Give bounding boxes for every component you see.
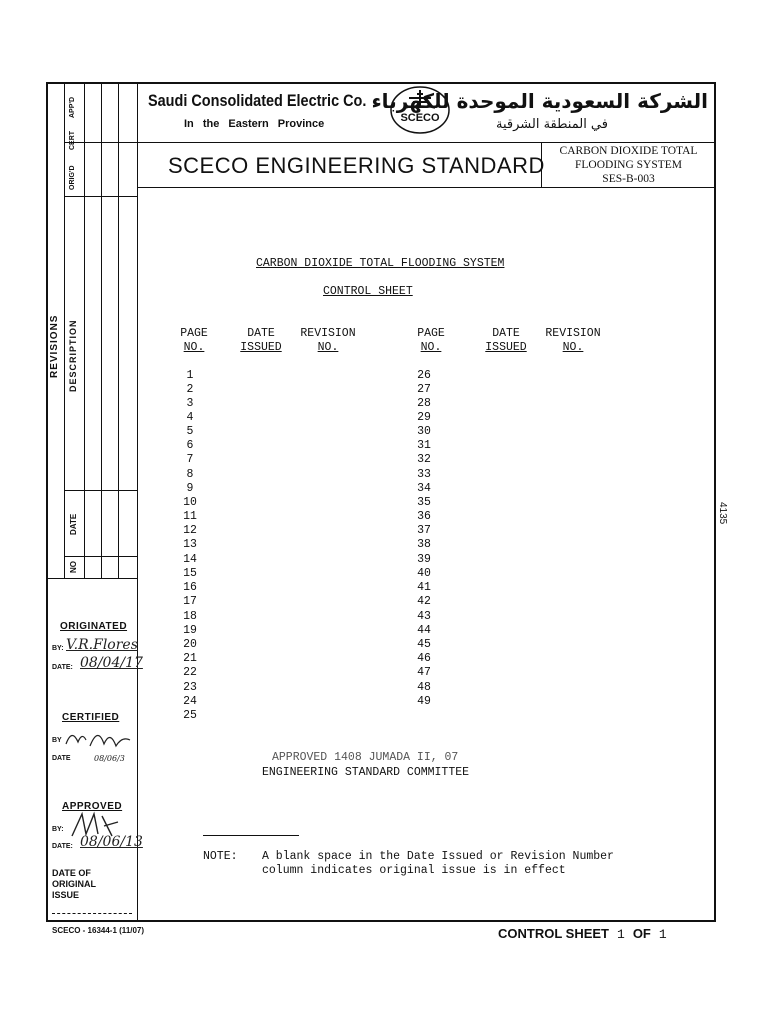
- standard-reference-box: [541, 144, 716, 186]
- revision-col-header-origd: ORIG'D: [69, 165, 76, 190]
- page-number: 3: [186, 397, 194, 410]
- rev-row-divider: [64, 490, 137, 491]
- page-number: 15: [183, 567, 197, 580]
- originated-date-value: 08/04/17: [80, 655, 143, 671]
- approved-label: APPROVED: [62, 801, 123, 812]
- originated-by-signature: V.R.Flores: [66, 637, 138, 653]
- col-revision-no-left: REVISION NO.: [300, 327, 356, 354]
- page-number: 26: [417, 369, 431, 382]
- document-frame: [46, 82, 716, 922]
- page-number: 34: [417, 482, 431, 495]
- standard-title: SCECO ENGINEERING STANDARD: [168, 153, 545, 178]
- originated-label: ORIGINATED: [60, 621, 128, 632]
- page-number: 24: [183, 695, 197, 708]
- document-subtitle: CONTROL SHEET: [323, 285, 413, 298]
- page-number: 19: [183, 624, 197, 637]
- page-number: 22: [183, 666, 197, 679]
- ref-line-3: SES-B-003: [602, 173, 655, 185]
- note-line-2: column indicates original issue is in effect: [262, 864, 566, 877]
- page-number: 12: [183, 524, 197, 537]
- original-issue-dashed-line: [52, 913, 132, 914]
- page-number: 27: [417, 383, 431, 396]
- province-ar: في المنطقة الشرقية: [496, 117, 608, 132]
- company-name-ar: الشركة السعودية الموحدة للكهرباء: [371, 89, 708, 113]
- page-number: 7: [186, 453, 194, 466]
- revision-col-header-cert: CERT: [69, 130, 76, 150]
- page-number: 9: [186, 482, 194, 495]
- margin-mark: 4135: [717, 502, 728, 525]
- page-number: 30: [417, 425, 431, 438]
- page-number: 2: [186, 383, 194, 396]
- sheet-total: 1: [658, 927, 667, 942]
- revisions-label: REVISIONS: [49, 314, 60, 378]
- document-title: CARBON DIOXIDE TOTAL FLOODING SYSTEM: [256, 257, 505, 270]
- certified-date-label: DATE: [52, 755, 71, 762]
- page-number: 43: [417, 610, 431, 623]
- page-number: 33: [417, 468, 431, 481]
- page-number: 45: [417, 638, 431, 651]
- certified-by-label: BY: [52, 737, 62, 744]
- signature-icon: [64, 726, 136, 752]
- date-of-original-issue-label: DATE OF ORIGINAL ISSUE: [52, 868, 96, 900]
- page-number: 8: [186, 468, 194, 481]
- approved-date-value: 08/06/13: [80, 834, 143, 850]
- page-number: 6: [186, 439, 194, 452]
- description-label: DESCRIPTION: [68, 319, 78, 392]
- company-name-en: Saudi Consolidated Electric Co.: [148, 91, 367, 110]
- page-number: 44: [417, 624, 431, 637]
- sheet-number: 1: [617, 927, 625, 942]
- sheet-label: CONTROL SHEET: [498, 926, 609, 941]
- page-number: 10: [183, 496, 197, 509]
- certified-label: CERTIFIED: [62, 712, 120, 723]
- rev-panel-bottom: [46, 578, 137, 579]
- header-bottom: [137, 187, 716, 188]
- col-revision-no-right: REVISION NO.: [545, 327, 601, 354]
- page-number: 11: [183, 510, 197, 523]
- page-number: 20: [183, 638, 197, 651]
- certified-date-value: 08/06/3: [94, 754, 125, 763]
- ref-line-1: CARBON DIOXIDE TOTAL: [559, 145, 698, 157]
- page-number: 40: [417, 567, 431, 580]
- note-rule: [203, 835, 299, 836]
- page-number: 5: [186, 425, 194, 438]
- page-number: 16: [183, 581, 197, 594]
- note-line-1: A blank space in the Date Issued or Revision Number: [262, 850, 614, 863]
- col-page-no-right: PAGE NO.: [417, 327, 445, 354]
- page-number: 25: [183, 709, 197, 722]
- page-number: 38: [417, 538, 431, 551]
- approved-date-label: DATE:: [52, 843, 73, 850]
- rev-row-divider: [64, 196, 137, 197]
- page-number: 49: [417, 695, 431, 708]
- header-divider: [137, 142, 716, 143]
- of-label: OF: [632, 926, 651, 941]
- rev-col-divider: [101, 82, 102, 579]
- page-number: 13: [183, 538, 197, 551]
- page-number: 36: [417, 510, 431, 523]
- rev-col-divider: [84, 82, 85, 579]
- originated-by-label: BY:: [52, 645, 64, 652]
- rev-col-divider: [64, 82, 65, 579]
- page-number: 39: [417, 553, 431, 566]
- revision-col-header-appd: APP'D: [69, 96, 76, 118]
- page-number: 46: [417, 652, 431, 665]
- page-number: 35: [417, 496, 431, 509]
- logo-text: SCECO: [400, 112, 440, 124]
- col-date-issued-right: DATE ISSUED: [485, 327, 527, 354]
- page-number: 37: [417, 524, 431, 537]
- certified-signature: [64, 726, 136, 757]
- page-number: 17: [183, 595, 197, 608]
- no-label: NO: [69, 561, 78, 573]
- col-page-no-left: PAGE NO.: [180, 327, 208, 354]
- page-number: 31: [417, 439, 431, 452]
- left-panel-divider: [137, 82, 138, 922]
- province-en: In the Eastern Province: [184, 118, 325, 130]
- date-label: DATE: [69, 513, 78, 535]
- page-number: 23: [183, 681, 197, 694]
- approval-line-1: APPROVED 1408 JUMADA II, 07: [272, 751, 459, 764]
- page-number: 14: [183, 553, 197, 566]
- page-number: 29: [417, 411, 431, 424]
- originated-date-label: DATE:: [52, 664, 73, 671]
- page-number: 48: [417, 681, 431, 694]
- page-number: 18: [183, 610, 197, 623]
- form-number: SCECO - 16344-1 (11/07): [52, 926, 145, 935]
- col-date-issued-left: DATE ISSUED: [240, 327, 282, 354]
- page-number: 32: [417, 453, 431, 466]
- page-number: 21: [183, 652, 197, 665]
- page-number: 4: [186, 411, 194, 424]
- control-sheet-footer: [498, 925, 667, 943]
- rev-col-divider: [118, 82, 119, 579]
- approved-by-label: BY:: [52, 826, 64, 833]
- page-number: 28: [417, 397, 431, 410]
- page-number: 47: [417, 666, 431, 679]
- rev-row-divider: [64, 556, 137, 557]
- note-label: NOTE:: [203, 850, 238, 863]
- page-number: 42: [417, 595, 431, 608]
- ref-line-2: FLOODING SYSTEM: [574, 159, 683, 171]
- page-number: 1: [186, 369, 194, 382]
- page-number: 41: [417, 581, 431, 594]
- approval-line-2: ENGINEERING STANDARD COMMITTEE: [262, 766, 470, 779]
